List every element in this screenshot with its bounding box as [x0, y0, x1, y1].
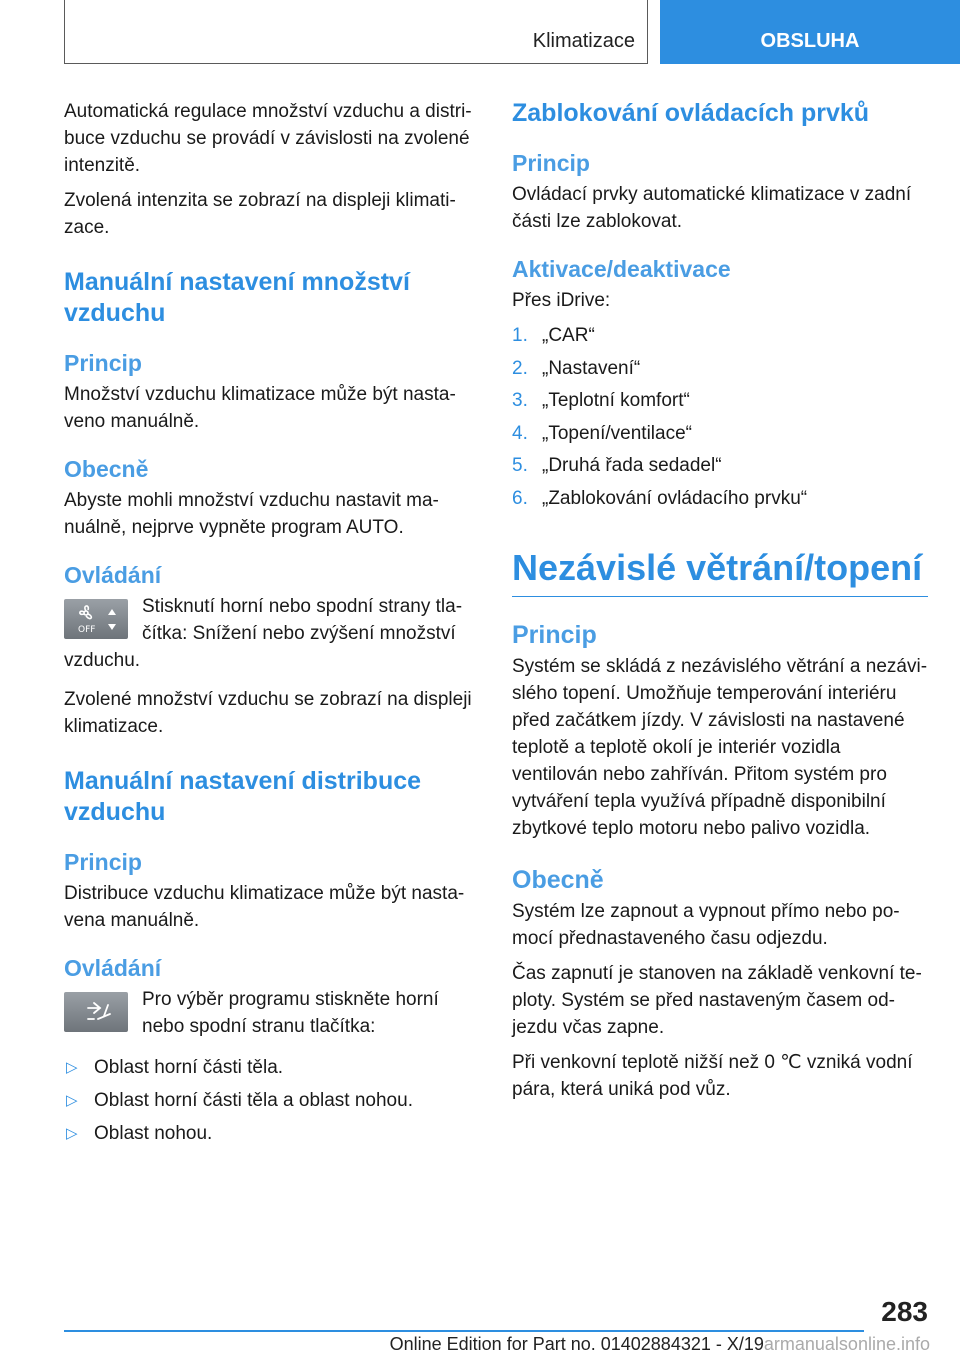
list-item: ▷ Oblast nohou.: [64, 1120, 474, 1147]
left-column: [64, 98, 474, 1153]
paragraph: Přes iDrive:: [512, 290, 611, 311]
list-item: 6. „Zablokování ovládacího prvku“: [512, 487, 808, 509]
fan-off-up-down-icon: [64, 599, 128, 639]
paragraph: Stisknutí horní nebo spodní strany tlačítka: Snížení nebo zvýšení množství: [142, 596, 463, 644]
paragraph: Distribuce vzduchu klimatizace může být nastavena manuálně.: [64, 883, 465, 931]
paragraph: Automatická regulace množství vzduchu a distribuce vzduchu se provádí v závislosti na zvolené intenzitě.: [64, 101, 472, 176]
air-distribution-icon: [64, 992, 128, 1032]
list-item: 3. „Teplotní komfort“: [512, 390, 690, 411]
paragraph: Abyste mohli množství vzduchu nastavit manuálně, nejprve vypněte program AUTO.: [64, 490, 439, 538]
subheading-princip: Princip: [64, 350, 142, 376]
header-box: [64, 0, 648, 64]
paragraph: Čas zapnutí je stanoven na základě venkovní teploty. Systém se před nastaveným časem odjezdu včas zapne.: [512, 962, 922, 1038]
subheading-ovladani: Ovládání: [64, 562, 162, 588]
subheading-obecne: Obecně: [64, 456, 149, 482]
heading-independent-ventilation: Nezávislé větrání/topení: [512, 546, 928, 597]
control-row-fan: [64, 593, 474, 674]
paragraph: Pro výběr programu stiskněte horní nebo spodní stranu tlačítka:: [142, 989, 439, 1037]
footer-divider: [64, 1330, 864, 1332]
subheading-ovladani: Ovládání: [64, 955, 162, 981]
paragraph: Zvolené množství vzduchu se zobrazí na displeji klimatizace.: [64, 689, 472, 737]
header-tab-label: OBSLUHA: [760, 29, 860, 52]
paragraph: Při venkovní teplotě nižší než 0 ℃ vzniká vodní pára, která uniká pod vůz.: [512, 1051, 913, 1100]
paragraph: vzduchu.: [64, 650, 141, 671]
distribution-list: [64, 1054, 474, 1147]
triangle-bullet-icon: ▷: [66, 1059, 78, 1076]
footer: [390, 1334, 930, 1355]
list-item: 4. „Topení/ventilace“: [512, 422, 692, 444]
triangle-bullet-icon: ▷: [66, 1092, 78, 1109]
right-column: [512, 98, 928, 1111]
subheading-princip: Princip: [512, 150, 590, 176]
header-tab[interactable]: [660, 0, 960, 64]
idrive-steps: [512, 322, 928, 512]
list-item: 5. „Druhá řada sedadel“: [512, 455, 722, 476]
subheading-aktivace: Aktivace/deaktivace: [512, 256, 731, 282]
subheading-princip: Princip: [512, 620, 597, 649]
list-item: 2. „Nastavení“: [512, 357, 641, 379]
heading-manual-amount: Manuální nastavení množství vzduchu: [64, 268, 410, 327]
footer-site[interactable]: armanualsonline.info: [763, 1334, 930, 1354]
subheading-princip: Princip: [64, 849, 142, 875]
page-number: 283: [881, 1296, 928, 1327]
header-section-title: Klimatizace: [532, 30, 635, 52]
paragraph: Systém se skládá z nezávislého větrání a nezávislého topení. Umožňuje temperování interiéru před začátkem jízdy. V závislosti na nastavené teplotě a teplotě okolí je interiér vozidla ventilován nebo zahříván. Přitom systém pro vytváření tepla využívá případně disponibilní zbytkové teplo motoru nebo palivo vozidla.: [512, 655, 928, 839]
heading-manual-distribution: Manuální nastavení distribuce vzduchu: [64, 767, 422, 826]
paragraph: Systém lze zapnout a vypnout přímo nebo pomocí přednastaveného času odjezdu.: [512, 900, 900, 949]
footer-edition: Online Edition for Part no. 01402884321 - X/19: [389, 1334, 764, 1354]
subheading-obecne: Obecně: [512, 865, 604, 894]
svg-text:OFF: OFF: [78, 625, 96, 635]
list-item: ▷ Oblast horní části těla a oblast nohou.: [64, 1087, 474, 1114]
triangle-bullet-icon: ▷: [66, 1125, 78, 1142]
paragraph: Množství vzduchu klimatizace může být nastaveno manuálně.: [64, 384, 456, 432]
heading-lock-controls: Zablokování ovládacích prvků: [512, 99, 870, 127]
paragraph: Zvolená intenzita se zobrazí na displeji klimatizace.: [64, 190, 456, 238]
control-row-distribution: [64, 986, 474, 1040]
paragraph: Ovládací prvky automatické klimatizace v zadní části lze zablokovat.: [512, 184, 912, 232]
list-item: ▷ Oblast horní části těla.: [64, 1054, 474, 1081]
list-item: 1. „CAR“: [512, 325, 595, 346]
